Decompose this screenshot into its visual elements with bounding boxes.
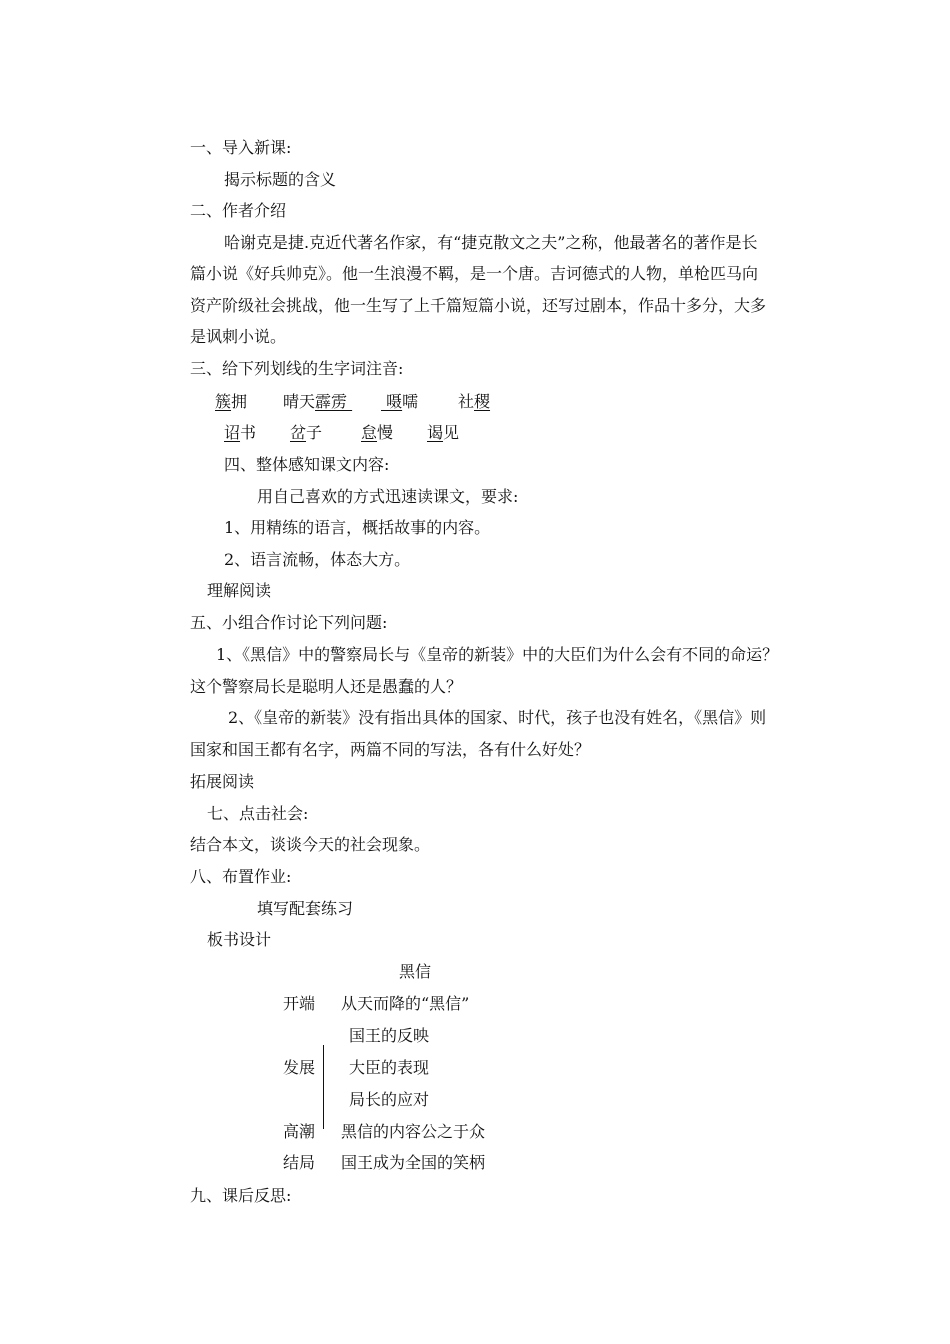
vocab-word [283, 392, 352, 412]
plain-char: 见 [443, 423, 460, 442]
question-1-line: 这个警察局长是聪明人还是愚蠢的人？ [190, 677, 463, 696]
vocab-word [427, 423, 459, 443]
section-7-text: 结合本文，谈谈今天的社会现象。 [190, 835, 431, 854]
vocab-word [381, 392, 418, 412]
requirement-item: 1、用精练的语言，概括故事的内容。 [224, 518, 491, 537]
board-stage-label: 结局 [283, 1153, 316, 1172]
section-9-heading: 九、课后反思: [190, 1186, 292, 1205]
plain-char: 慢 [377, 423, 394, 442]
board-bracket-line [323, 1045, 324, 1129]
plain-char: 晴天 [283, 392, 316, 411]
plain-char: 社 [458, 392, 475, 411]
section-8-heading: 八、布置作业: [190, 867, 292, 886]
section-2-heading: 二、作者介绍 [190, 201, 287, 220]
board-stage-text: 从天而降的“黑信” [341, 994, 470, 1013]
underlined-char: 簇 [215, 392, 232, 411]
author-paragraph-line: 哈谢克是捷.克近代著名作家，有“捷克散文之夫”之称，他最著名的著作是长 [224, 233, 758, 252]
board-stage-label: 开端 [283, 994, 316, 1013]
reading-label: 理解阅读 [207, 581, 272, 600]
author-paragraph-line: 篇小说《好兵帅克》。他一生浪漫不羁，是一个唐。吉诃德式的人物，单枪匹马向 [190, 264, 759, 283]
underlined-char: 怠 [361, 423, 378, 442]
section-8-text: 填写配套练习 [257, 899, 354, 918]
vocab-word [215, 392, 247, 412]
board-stage-text: 国王成为全国的笑柄 [341, 1153, 486, 1172]
underlined-char: 霹雳 [315, 392, 353, 411]
underlined-char: 岔 [290, 423, 307, 442]
section-1-heading: 一、导入新课: [190, 138, 292, 157]
section-1-text: 揭示标题的含义 [224, 170, 337, 189]
board-stage-text: 局长的应对 [349, 1090, 430, 1109]
board-stage-label: 高潮 [283, 1122, 316, 1141]
question-2-line: 2、《皇帝的新装》没有指出具体的国家、时代，孩子也没有姓名，《黑信》则 [228, 708, 767, 727]
plain-char: 书 [240, 423, 257, 442]
board-stage-text: 国王的反映 [349, 1026, 430, 1045]
section-5-heading: 五、小组合作讨论下列问题: [190, 613, 388, 632]
underlined-char: 稷 [474, 392, 491, 411]
vocab-word [224, 423, 256, 443]
vocab-word [361, 423, 393, 443]
section-7-heading: 七、点击社会: [207, 804, 309, 823]
section-3-heading: 三、给下列划线的生字词注音: [190, 359, 404, 378]
vocab-word [290, 423, 322, 443]
question-2-line: 国家和国王都有名字，两篇不同的写法，各有什么好处？ [190, 740, 591, 759]
section-4-heading: 四、整体感知课文内容: [224, 455, 390, 474]
board-stage-text: 大臣的表现 [349, 1058, 430, 1077]
author-paragraph-line: 是讽刺小说。 [190, 327, 287, 346]
board-stage-text: 黑信的内容公之于众 [341, 1122, 486, 1141]
plain-char: 拥 [231, 392, 248, 411]
board-design-label: 板书设计 [207, 930, 272, 949]
board-title: 黑信 [399, 962, 432, 981]
question-1-line: 1、《黑信》中的警察局长与《皇帝的新装》中的大臣们为什么会有不同的命运？ [216, 645, 779, 664]
extension-label: 拓展阅读 [190, 772, 255, 791]
board-stage-label: 发展 [283, 1058, 316, 1077]
underlined-char: 诏 [224, 423, 241, 442]
plain-char: 嚅 [402, 392, 419, 411]
author-paragraph-line: 资产阶级社会挑战，他一生写了上千篇短篇小说，还写过剧本，作品十多分，大多 [190, 296, 767, 315]
plain-char: 子 [306, 423, 323, 442]
requirement-item: 2、语言流畅，体态大方。 [224, 550, 411, 569]
underlined-char: 谒 [427, 423, 444, 442]
vocab-word [458, 392, 490, 412]
underlined-char: 嗫 [381, 392, 403, 411]
section-4-text: 用自己喜欢的方式迅速读课文，要求: [257, 487, 519, 506]
